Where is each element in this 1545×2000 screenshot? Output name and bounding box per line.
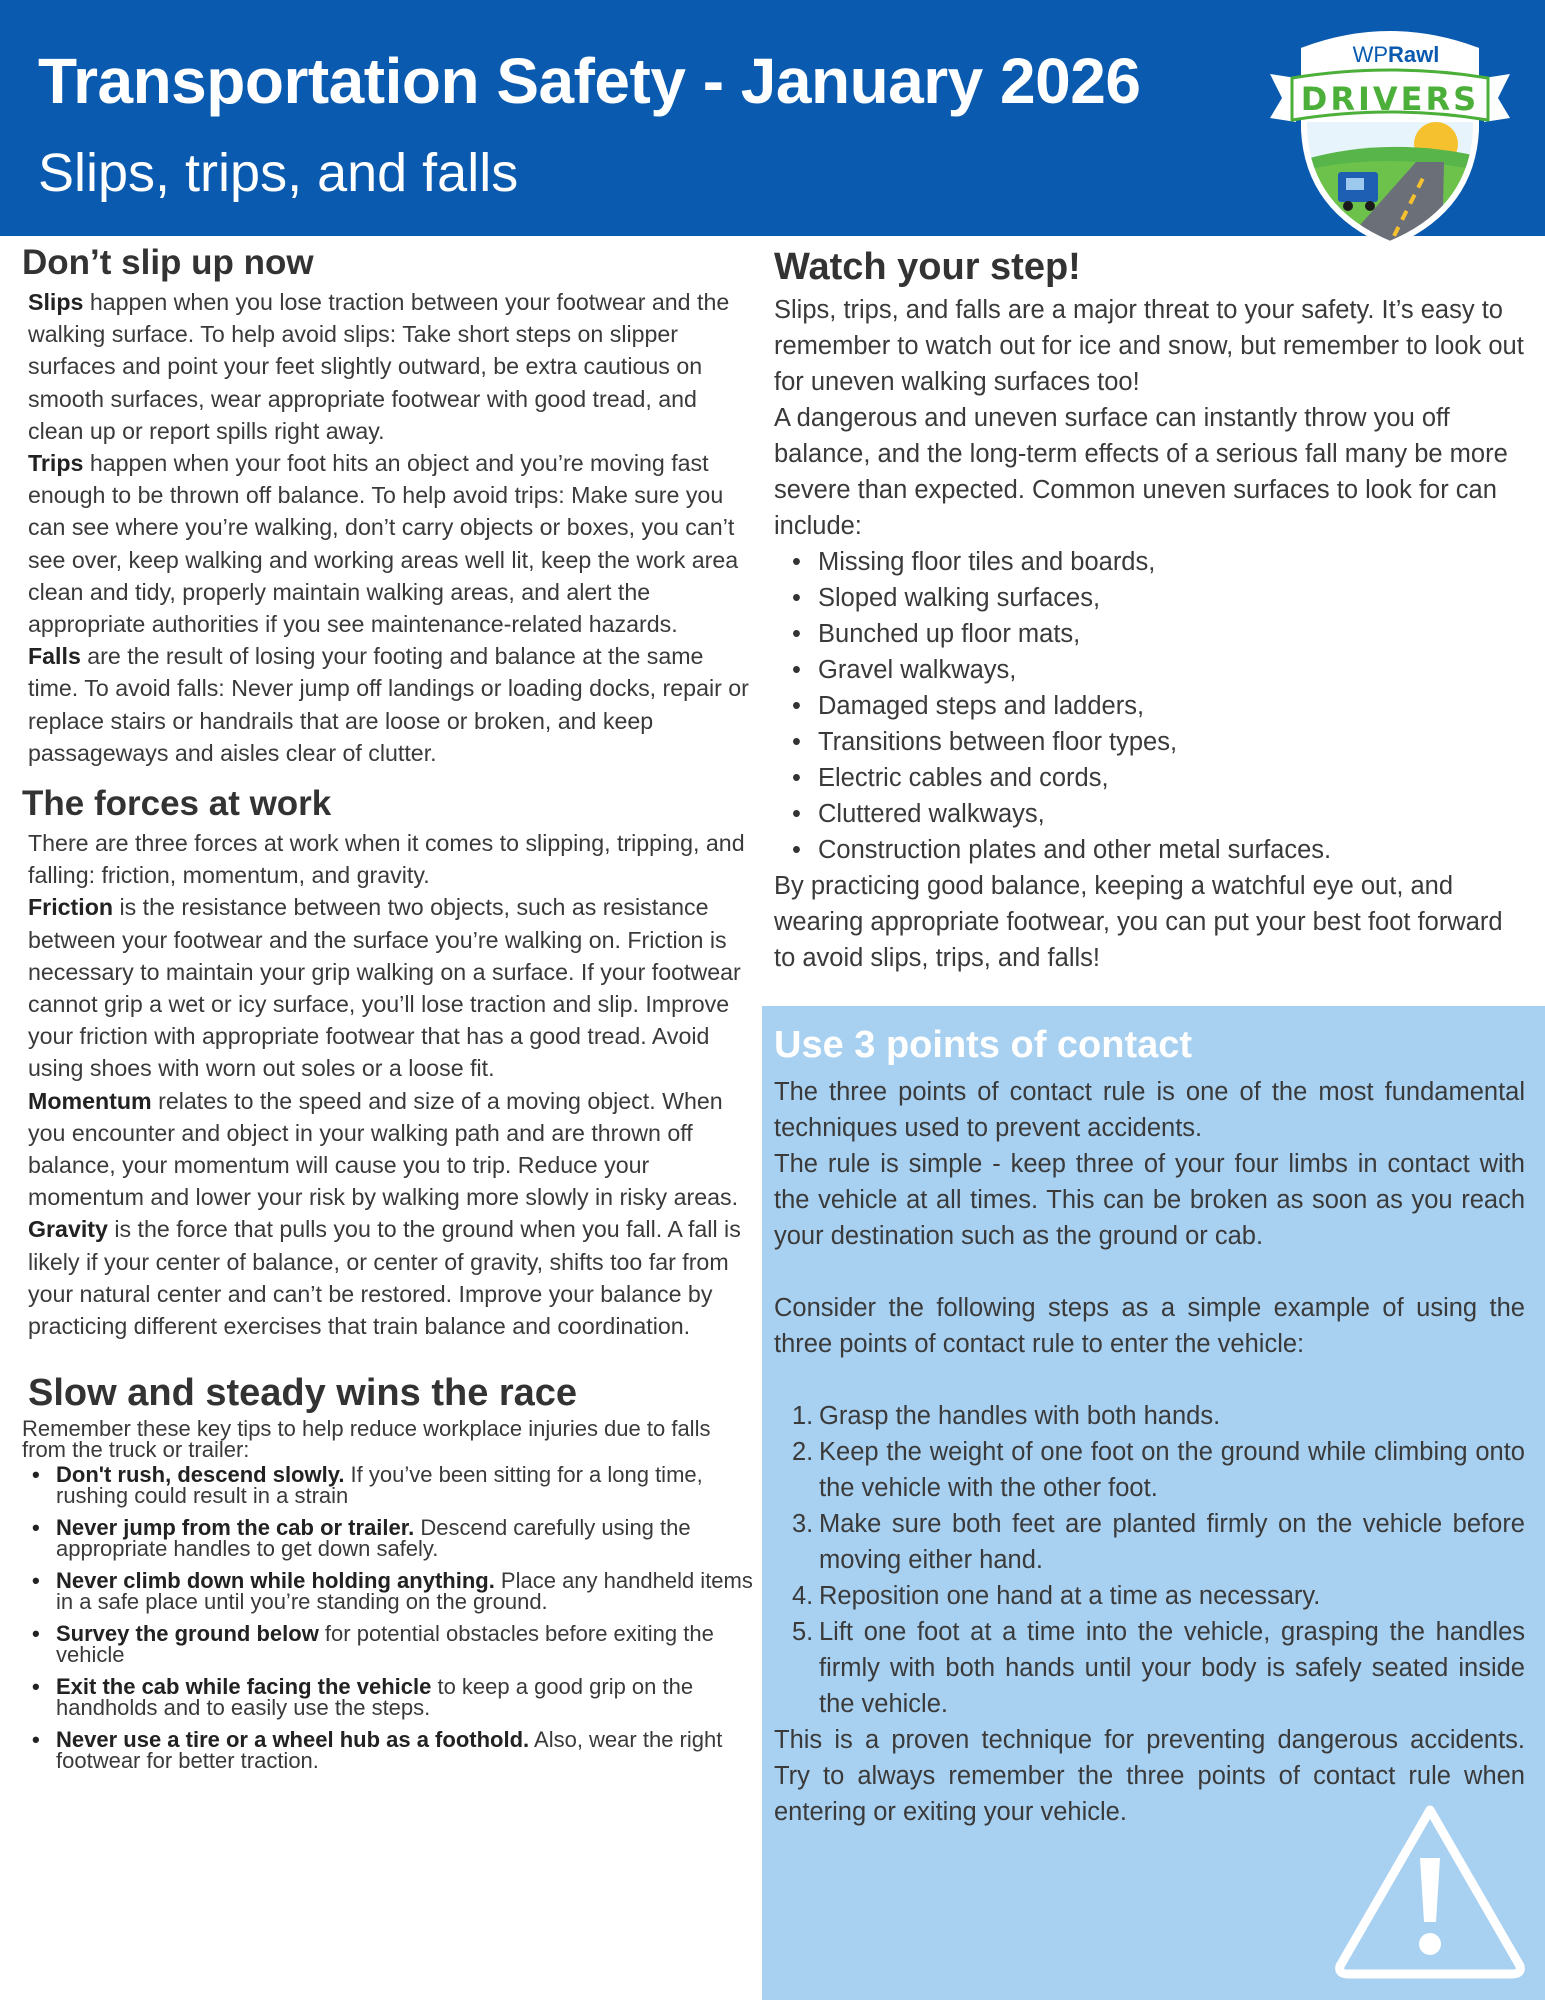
paragraph-contact-2: The rule is simple - keep three of your four limbs in contact with the vehicle at all times. This can be broken as soon as you reach your destination such as the ground or cab. (774, 1150, 1525, 1250)
logo-brand-light: WP (1352, 42, 1389, 67)
section-dont-slip (22, 240, 757, 769)
paragraph-gravity: Gravity is the force that pulls you to the ground when you fall. A fall is likely if your center of balance, or center of gravity, shifts too far from your natural center and can’t be restored. Improve your balance by practicing different exercises that train balance and coordination. (28, 1216, 741, 1340)
list-item: • Never use a tire or a wheel hub as a foothold. Also, wear the right footwear for better traction. (56, 1729, 757, 1771)
list-item: • Never jump from the cab or trailer. Descend carefully using the appropriate handles to get down safely. (56, 1517, 757, 1559)
list-item: 4. Reposition one hand at a time as necessary. (792, 1582, 1321, 1610)
paragraph-contact-3: Consider the following steps as a simple example of using the three points of contact rule to enter the vehicle: (774, 1294, 1525, 1358)
list-item: • Missing floor tiles and boards, (818, 544, 1524, 580)
svg-text:WPRawl (1353, 42, 1440, 67)
list-item: • Damaged steps and ladders, (818, 688, 1524, 724)
paragraph-momentum: Momentum relates to the speed and size of a moving object. When you encounter and object in your walking path and are thrown off balance, your momentum will cause you to trip. Reduce your momentum and lower your risk by walking more slowly in risky areas. (28, 1087, 739, 1211)
left-column (22, 240, 757, 1782)
list-item: • Electric cables and cords, (818, 760, 1524, 796)
section-slow-steady (22, 1368, 757, 1774)
heading-dont-slip: Don’t slip up now (22, 243, 314, 282)
paragraph-forces-intro: There are three forces at work when it comes to slipping, tripping, and falling: friction, momentum, and gravity. (28, 830, 745, 889)
paragraph-friction: Friction is the resistance between two objects, such as resistance between your footwear and the surface you’re walking on. Friction is necessary to maintain your grip walking on a surface. If your footwear cannot grip a wet or icy surface, you’ll lose traction and slip. Improve your friction with appropriate footwear that has a good tread. Avoid using shoes with worn out soles or a loose fit. (28, 894, 741, 1082)
list-item: 2. Keep the weight of one foot on the ground while climbing onto the vehicle with the other foot. (792, 1438, 1525, 1502)
list-item: 3. Make sure both feet are planted firmly on the vehicle before moving either hand. (792, 1510, 1525, 1574)
tips-list (22, 1462, 757, 1774)
list-item: • Gravel walkways, (818, 652, 1524, 688)
heading-forces: The forces at work (22, 784, 332, 824)
list-item: 1. Grasp the handles with both hands. (792, 1402, 1221, 1430)
paragraph-contact-closing: This is a proven technique for preventing dangerous accidents. Try to always remember the three points of contact rule when entering or exiting your vehicle. (774, 1726, 1525, 1826)
header-banner (0, 0, 1545, 236)
list-item: • Transitions between floor types, (818, 724, 1524, 760)
steps-list (774, 1398, 1525, 1722)
page-title: Transportation Safety - January 2026 (38, 45, 1141, 117)
logo-banner-text: DRIVERS (1300, 80, 1480, 118)
list-item: • Construction plates and other metal surfaces. (818, 832, 1524, 868)
page-subtitle: Slips, trips, and falls (38, 143, 519, 203)
drivers-logo-icon (1266, 22, 1514, 250)
list-item: 5. Lift one foot at a time into the vehicle, grasping the handles firmly with both hands until your body is safely seated inside the vehicle. (792, 1618, 1525, 1718)
list-item: • Never climb down while holding anything. Place any handheld items in a safe place until you’re standing on the ground. (56, 1570, 757, 1612)
paragraph-watch-closing: By practicing good balance, keeping a watchful eye out, and wearing appropriate footwear, you can put your best foot forward to avoid slips, trips, and falls! (774, 872, 1503, 972)
logo-brand-bold: Rawl (1388, 42, 1440, 67)
paragraph-contact-1: The three points of contact rule is one of the most fundamental techniques used to prevent accidents. (774, 1078, 1525, 1142)
section-forces (22, 781, 757, 1342)
paragraph-watch-1: Slips, trips, and falls are a major threat to your safety. It’s easy to remember to watch out for ice and snow, but remember to look out for uneven walking surfaces too! (774, 296, 1524, 396)
list-item: • Sloped walking surfaces, (818, 580, 1524, 616)
list-item: • Survey the ground below for potential obstacles before exiting the vehicle (56, 1623, 757, 1665)
paragraph-watch-2: A dangerous and uneven surface can instantly throw you off balance, and the long-term effects of a serious fall many be more severe than expected. Common uneven surfaces to look for can include: (774, 404, 1508, 540)
right-column (774, 242, 1524, 976)
heading-contact: Use 3 points of contact (774, 1024, 1193, 1066)
paragraph-slips: Slips happen when you lose traction between your footwear and the walking surface. To help avoid slips: Take short steps on slipper surfaces and point your feet slightly outward, be extra cautious on smooth surfaces, wear appropriate footwear with good tread, and clean up or report spills right away. (28, 289, 730, 444)
warning-icon (1332, 1802, 1528, 1980)
list-item: • Don't rush, descend slowly. If you’ve been sitting for a long time, rushing could result in a strain (56, 1464, 757, 1506)
heading-slow-steady: Slow and steady wins the race (28, 1372, 578, 1415)
heading-watch-step: Watch your step! (774, 246, 1081, 288)
list-item: • Cluttered walkways, (818, 796, 1524, 832)
list-item: • Exit the cab while facing the vehicle to keep a good grip on the handholds and to easily use the steps. (56, 1676, 757, 1718)
paragraph-tips-intro: Remember these key tips to help reduce workplace injuries due to falls from the truck or trailer: (22, 1416, 711, 1463)
paragraph-trips: Trips happen when your foot hits an object and you’re moving fast enough to be thrown off balance. To help avoid trips: Make sure you can see where you’re walking, don’t carry objects or boxes, you can’t see over, keep walking and working areas well lit, keep the work area clean and tidy, properly maintain walking areas, and alert the appropriate authorities if you see maintenance-related hazards. (28, 450, 739, 638)
uneven-surfaces-list (774, 544, 1524, 868)
paragraph-falls: Falls are the result of losing your footing and balance at the same time. To avoid falls: Never jump off landings or loading docks, repair or replace stairs or handrails that are loose or broken, and keep passageways and aisles clear of clutter. (28, 643, 749, 766)
list-item: • Bunched up floor mats, (818, 616, 1524, 652)
